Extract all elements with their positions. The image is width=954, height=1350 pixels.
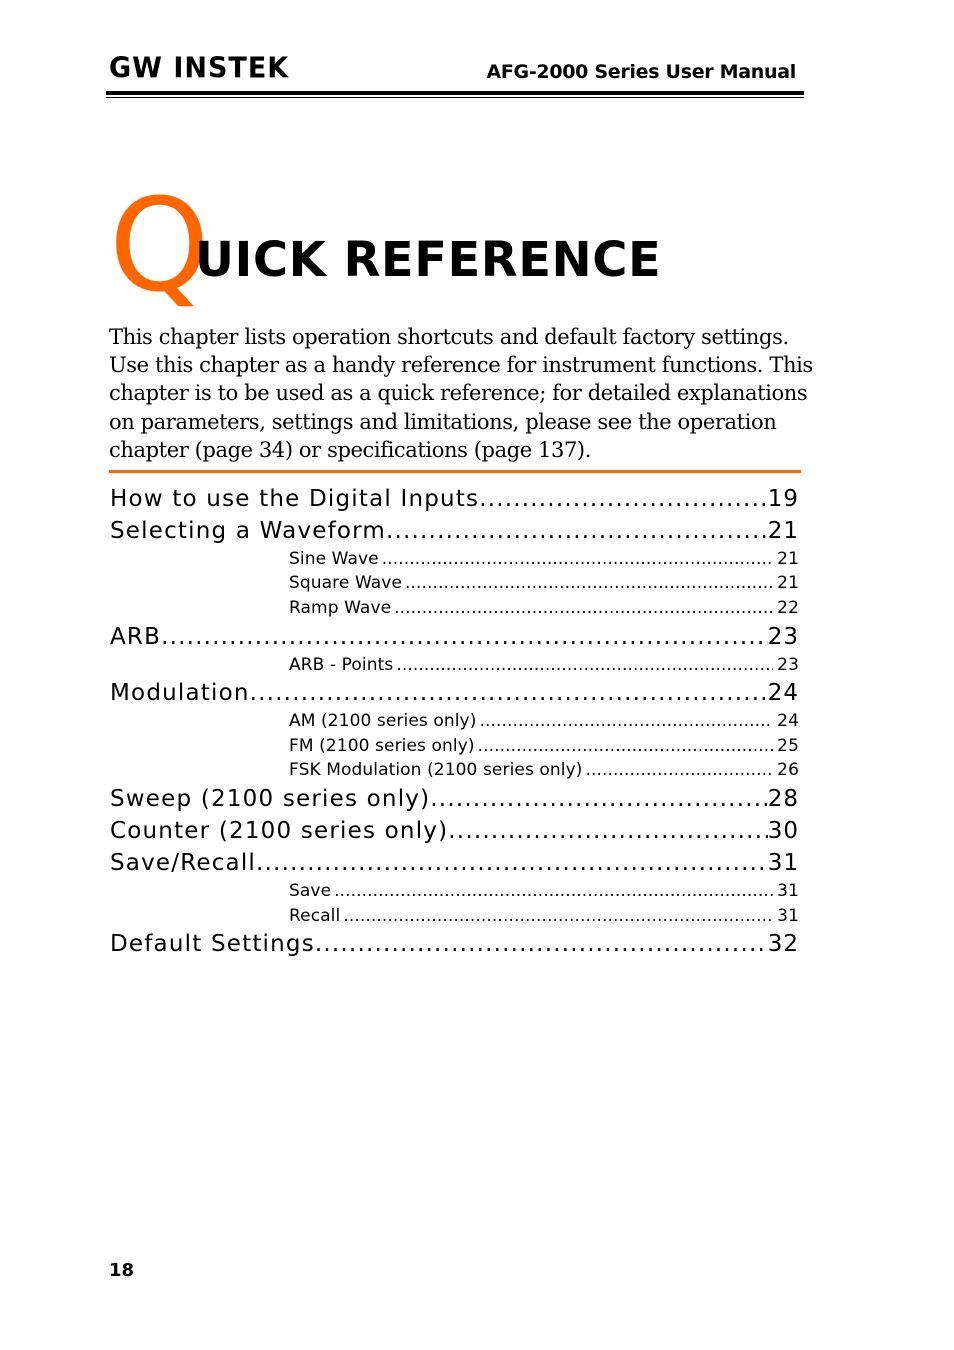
page-header [106, 50, 804, 98]
toc-leader-dots [479, 710, 773, 732]
toc-entry-label: Save [289, 881, 332, 901]
toc-entry[interactable] [110, 929, 799, 959]
toc-leader-dots [396, 654, 773, 676]
toc-entry[interactable] [289, 572, 799, 594]
header-rule-thin [106, 97, 804, 98]
toc-entry[interactable] [289, 759, 799, 781]
toc-entry[interactable] [110, 848, 799, 878]
toc-entry-label: Sweep (2100 series only) [110, 786, 431, 812]
toc-entry-label: Save/Recall [110, 850, 257, 876]
intro-line: Use this chapter as a handy reference for instrument functions. This [109, 353, 813, 378]
page-number: 18 [109, 1260, 135, 1281]
toc-entry-page: 31 [777, 881, 799, 901]
intro-line: on parameters, settings and limitations, please see the operation [109, 409, 777, 434]
toc-entry-label: ARB [110, 624, 162, 650]
toc-entry-page: 19 [767, 486, 799, 512]
toc-entry-label: FM (2100 series only) [289, 736, 475, 756]
toc-entry[interactable] [110, 678, 799, 708]
toc-leader-dots [343, 905, 773, 927]
toc-entry-page: 23 [777, 655, 799, 675]
toc-leader-dots [586, 759, 774, 781]
toc-entry-label: Sine Wave [289, 549, 379, 569]
toc-entry-label: Ramp Wave [289, 598, 392, 618]
toc-entry-page: 26 [777, 760, 799, 780]
toc-entry-page: 21 [777, 549, 799, 569]
toc-entry[interactable] [289, 905, 799, 927]
toc-entry-page: 21 [777, 573, 799, 593]
header-rule-thick [106, 91, 804, 95]
manual-title: AFG-2000 Series User Manual [486, 61, 796, 83]
toc-entry[interactable] [110, 816, 799, 846]
toc-entry[interactable] [110, 784, 799, 814]
toc-entry-page: 32 [767, 931, 799, 957]
toc-entry-label: AM (2100 series only) [289, 711, 477, 731]
toc-leader-dots [315, 929, 768, 959]
chapter-drop-letter: Q [109, 172, 210, 321]
toc-leader-dots [405, 572, 773, 594]
toc-leader-dots [382, 548, 773, 570]
toc-leader-dots [250, 678, 768, 708]
toc-leader-dots [479, 484, 768, 514]
toc-entry-label: Recall [289, 906, 341, 926]
toc-entry-page: 31 [767, 850, 799, 876]
toc-leader-dots [334, 880, 773, 902]
toc-entry-page: 22 [777, 598, 799, 618]
toc-leader-dots [256, 848, 768, 878]
intro-paragraph [109, 323, 813, 464]
toc-entry[interactable] [110, 516, 799, 546]
toc-entry-page: 21 [767, 518, 799, 544]
chapter-title-text: UICK REFERENCE [195, 232, 662, 288]
toc-entry-label: FSK Modulation (2100 series only) [289, 760, 583, 780]
intro-line: chapter (page 34) or specifications (page 137). [109, 437, 592, 462]
toc-entry-label: Square Wave [289, 573, 403, 593]
section-divider [109, 470, 801, 473]
toc-leader-dots [430, 784, 767, 814]
toc-entry[interactable] [289, 548, 799, 570]
toc-entry-label: Modulation [110, 680, 250, 706]
toc-entry[interactable] [289, 880, 799, 902]
toc-leader-dots [394, 597, 773, 619]
toc-entry-page: 28 [767, 786, 799, 812]
toc-entry-label: Default Settings [110, 931, 315, 957]
toc-entry[interactable] [110, 484, 799, 514]
toc-entry[interactable] [289, 710, 799, 732]
toc-entry[interactable] [110, 622, 799, 652]
toc-leader-dots [386, 516, 768, 546]
toc-entry-page: 24 [777, 711, 799, 731]
toc-entry-page: 24 [767, 680, 799, 706]
toc-entry-label: How to use the Digital Inputs [110, 486, 480, 512]
toc-leader-dots [448, 816, 767, 846]
toc-entry-label: ARB - Points [289, 655, 394, 675]
intro-line: chapter is to be used as a quick reference; for detailed explanations [109, 381, 808, 406]
toc-entry[interactable] [289, 654, 799, 676]
toc-entry-page: 31 [777, 906, 799, 926]
brand-logo: GW INSTEK [109, 52, 290, 85]
intro-line: This chapter lists operation shortcuts and default factory settings. [109, 325, 789, 349]
toc-leader-dots [161, 622, 768, 652]
toc-entry-label: Selecting a Waveform [110, 518, 386, 544]
toc-entry[interactable] [289, 597, 799, 619]
toc-entry-page: 23 [767, 624, 799, 650]
toc-entry-label: Counter (2100 series only) [110, 818, 449, 844]
toc-leader-dots [478, 735, 774, 757]
toc-entry-page: 25 [777, 736, 799, 756]
toc-entry-page: 30 [767, 818, 799, 844]
toc-entry[interactable] [289, 735, 799, 757]
